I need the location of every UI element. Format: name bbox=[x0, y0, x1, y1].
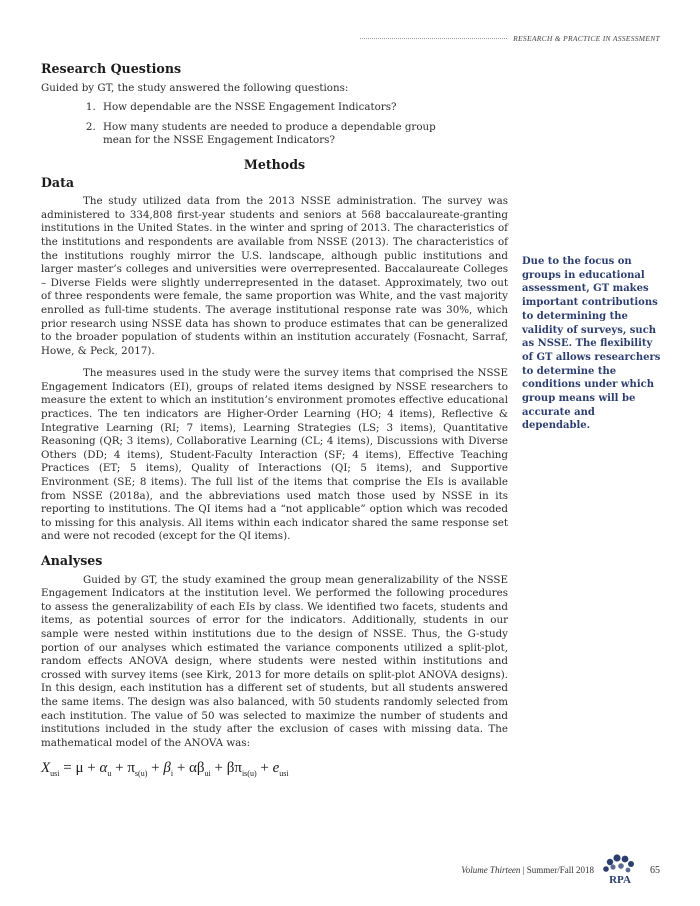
eq-pi-sub: s(u) bbox=[134, 769, 148, 778]
eq-error: e bbox=[272, 760, 280, 776]
data-paragraph-2: The measures used in the study were the survey items that comprised the NSSE Engagement Indicators (EI), groups of related items designed by NSSE researchers to measure the extent to which an institution’s environment promotes effective educational practices. The ten indicators are Higher-Order Learning (HO; 4 items), Reflective & Integrative Learning (RI; 7 items), Learning Strategies (LS; 3 items), Quantitative Reasoning (QR; 3 items), Collaborative Learning (CL; 4 items), Discussions with Diverse Others (DD; 4 items), Student-Faculty Interaction (SF; 4 items), Effective Teaching Practices (ET; 5 items), Quality of Interactions (QI; 5 items), and Supportive Environment (SE; 8 items). The full list of the items that comprise the EIs is available from NSSE (2018a), and the abbreviations used match those used by NSSE in its reporting to institutions. The QI items had a “not applicable” option which was recoded to missing for this analysis. All items within each indicator shared the same response set and were not recoded (except for the QI items). bbox=[41, 367, 508, 543]
eq-lhs: X bbox=[41, 760, 51, 776]
eq-mu: μ bbox=[75, 760, 84, 776]
eq-equals: = bbox=[63, 760, 76, 776]
eq-alpha: α bbox=[99, 760, 108, 776]
running-header bbox=[360, 34, 660, 43]
footer-volume: Volume Thirteen bbox=[461, 865, 521, 875]
footer-issue: Summer/Fall 2018 bbox=[526, 865, 594, 875]
page-number: 65 bbox=[650, 864, 660, 876]
anova-equation bbox=[41, 760, 289, 778]
header-dotted-rule bbox=[360, 38, 507, 39]
analyses-paragraph-1: Guided by GT, the study examined the group mean generalizability of the NSSE Engagement Indicators at the institution level. We performed the following procedures to assess the generalizability of each EIs by class. We identified two facets, students and items, as potential sources of error for the indicators. Additionally, students in our sample were nested within institutions due to the design of NSSE. Thus, the G-study portion of our analyses which estimated the variance components utilized a split-plot, random effects ANOVA design, where students were nested within institutions and crossed with survey items (see Kirk, 2013 for more details on split-plot ANOVA designs). In this design, each institution has a different set of students, but all students answered the same items. The design was also balanced, with 50 students randomly selected from each institution. The value of 50 was selected to maximize the number of students and institutions included in the study after the exclusion of cases with missing data. The mathematical model of the ANOVA was: bbox=[41, 573, 508, 749]
eq-plus: + bbox=[115, 760, 128, 776]
eq-beta-sub: i bbox=[170, 769, 174, 778]
analyses-heading: Analyses bbox=[41, 553, 103, 568]
eq-lhs-sub: usi bbox=[50, 769, 60, 778]
eq-beta: β bbox=[163, 760, 171, 776]
main-column bbox=[41, 62, 508, 750]
data-heading: Data bbox=[41, 174, 75, 190]
footer-separator: | bbox=[520, 865, 527, 875]
sidebar-pull-quote: Due to the focus on groups in educational assessment, GT makes important contributions to determining the validity of surveys, such as NSSE. The flexibility of GT allows researchers to determine the conditions under which group means will be accurate and dependable. bbox=[522, 256, 661, 432]
eq-error-sub: usi bbox=[279, 769, 289, 778]
methods-heading: Methods bbox=[243, 156, 306, 172]
research-questions-list bbox=[41, 101, 508, 148]
research-questions-heading: Research Questions bbox=[41, 61, 182, 76]
page-footer bbox=[461, 852, 660, 888]
question-1: 1. How dependable are the NSSE Engagement Indicators? bbox=[99, 101, 443, 115]
question-2: 2. How many students are needed to produce a dependable group mean for the NSSE Engagement Indicators? bbox=[99, 121, 443, 148]
eq-plus: + bbox=[214, 760, 227, 776]
eq-plus: + bbox=[151, 760, 164, 776]
rpa-logo-icon bbox=[600, 852, 640, 888]
eq-plus: + bbox=[87, 760, 100, 776]
research-questions-intro: Guided by GT, the study answered the following questions: bbox=[41, 81, 349, 94]
eq-betapi-sub: is(u) bbox=[241, 769, 257, 778]
eq-alphabeta: αβ bbox=[189, 760, 205, 776]
eq-pi: π bbox=[127, 760, 135, 776]
eq-alphabeta-sub: ui bbox=[204, 769, 211, 778]
eq-plus: + bbox=[260, 760, 273, 776]
eq-alpha-sub: u bbox=[107, 769, 112, 778]
eq-betapi: βπ bbox=[226, 760, 242, 776]
eq-plus: + bbox=[176, 760, 190, 776]
logo-text: RPA bbox=[609, 874, 631, 886]
running-header-title: RESEARCH & PRACTICE IN ASSESSMENT bbox=[513, 34, 660, 43]
data-paragraph-1: The study utilized data from the 2013 NSSE administration. The survey was administered to 334,808 first-year students and seniors at 568 baccalaureate-granting institutions in the United States. in the winter and spring of 2013. The characteristics of the institutions and respondents are available from NSSE (2013). The characteristics of the institutions roughly mirror the U.S. landscape, although public institutions and larger master’s colleges and universities were overrepresented. Baccalaureate Colleges – Diverse Fields were slightly underrepresented in the dataset. Approximately, two out of three respondents were female, the same proportion was White, and the vast majority enrolled as full-time students. The average institutional response rate was 30%, which prior research using NSSE data has shown to produce estimates that can be generalized to the broader population of students within an institution accurately (Fosnacht, Sarraf, Howe, & Peck, 2017). bbox=[41, 195, 508, 357]
